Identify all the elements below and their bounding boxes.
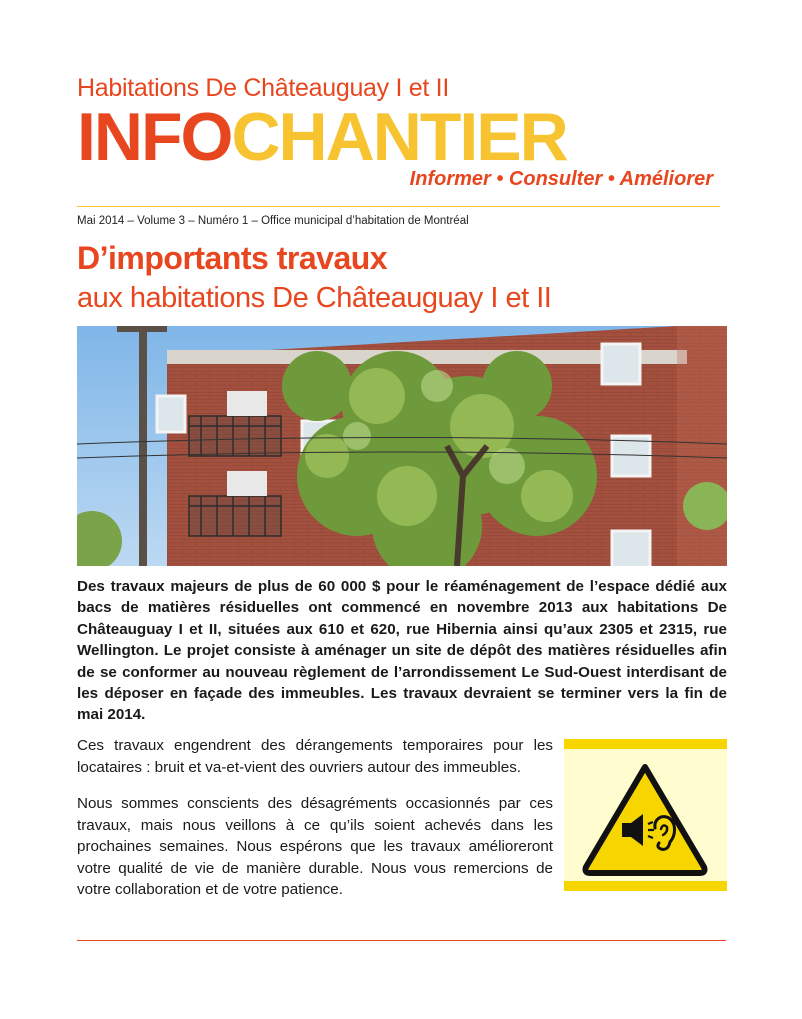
article-paragraph-1: Ces travaux engendrent des dérangements temporaires pour les locataires : bruit et va-et-vient des ouvriers autour des immeubles.	[77, 737, 553, 776]
issue-line: Mai 2014 – Volume 3 – Numéro 1 – Office municipal d’habitation de Montréal	[77, 215, 469, 227]
article-paragraph-2: Nous sommes conscients des désagréments occasionnés par ces travaux, mais nous veillons à ce qu’ils soient achevés dans les prochaines semaines. Nous espérons que les travaux amélioreront votre qualité de vie de manière durable. Nous vous remercions de votre collaboration et de votre patience.	[77, 795, 553, 898]
noise-warning-box	[564, 739, 727, 891]
apartment-building-photo	[77, 326, 727, 566]
masthead-title	[77, 99, 567, 175]
article-subheadline: aux habitations De Châteauguay I et II	[77, 282, 552, 314]
masthead-info: INFO	[77, 99, 232, 175]
footer-divider	[77, 940, 726, 941]
masthead-chantier: CHANTIER	[231, 99, 567, 175]
header-divider	[77, 206, 720, 207]
article-lead: Des travaux majeurs de plus de 60 000 $ pour le réaménagement de l’espace dédié aux bacs de matières résiduelles ont commencé en novembre 2013 aux habitations De Châteauguay I et II, situées aux 610 et 620, rue Hibernia ainsi qu’aux 2305 et 2315, rue Wellington. Le projet consiste à aménager un site de dépôt des matières résiduelles afin de se conformer au nouveau règlement de l’arrondissement Le Sud-Ouest interdisant de les déposer en façade des immeubles. Les travaux devraient se terminer vers la fin de mai 2014.	[77, 578, 727, 724]
noise-warning-icon	[564, 739, 727, 891]
article-headline: D’importants travaux	[77, 240, 388, 276]
tagline: Informer • Consulter • Améliorer	[409, 168, 713, 190]
newsletter-subtitle: Habitations De Châteauguay I et II	[77, 74, 449, 102]
